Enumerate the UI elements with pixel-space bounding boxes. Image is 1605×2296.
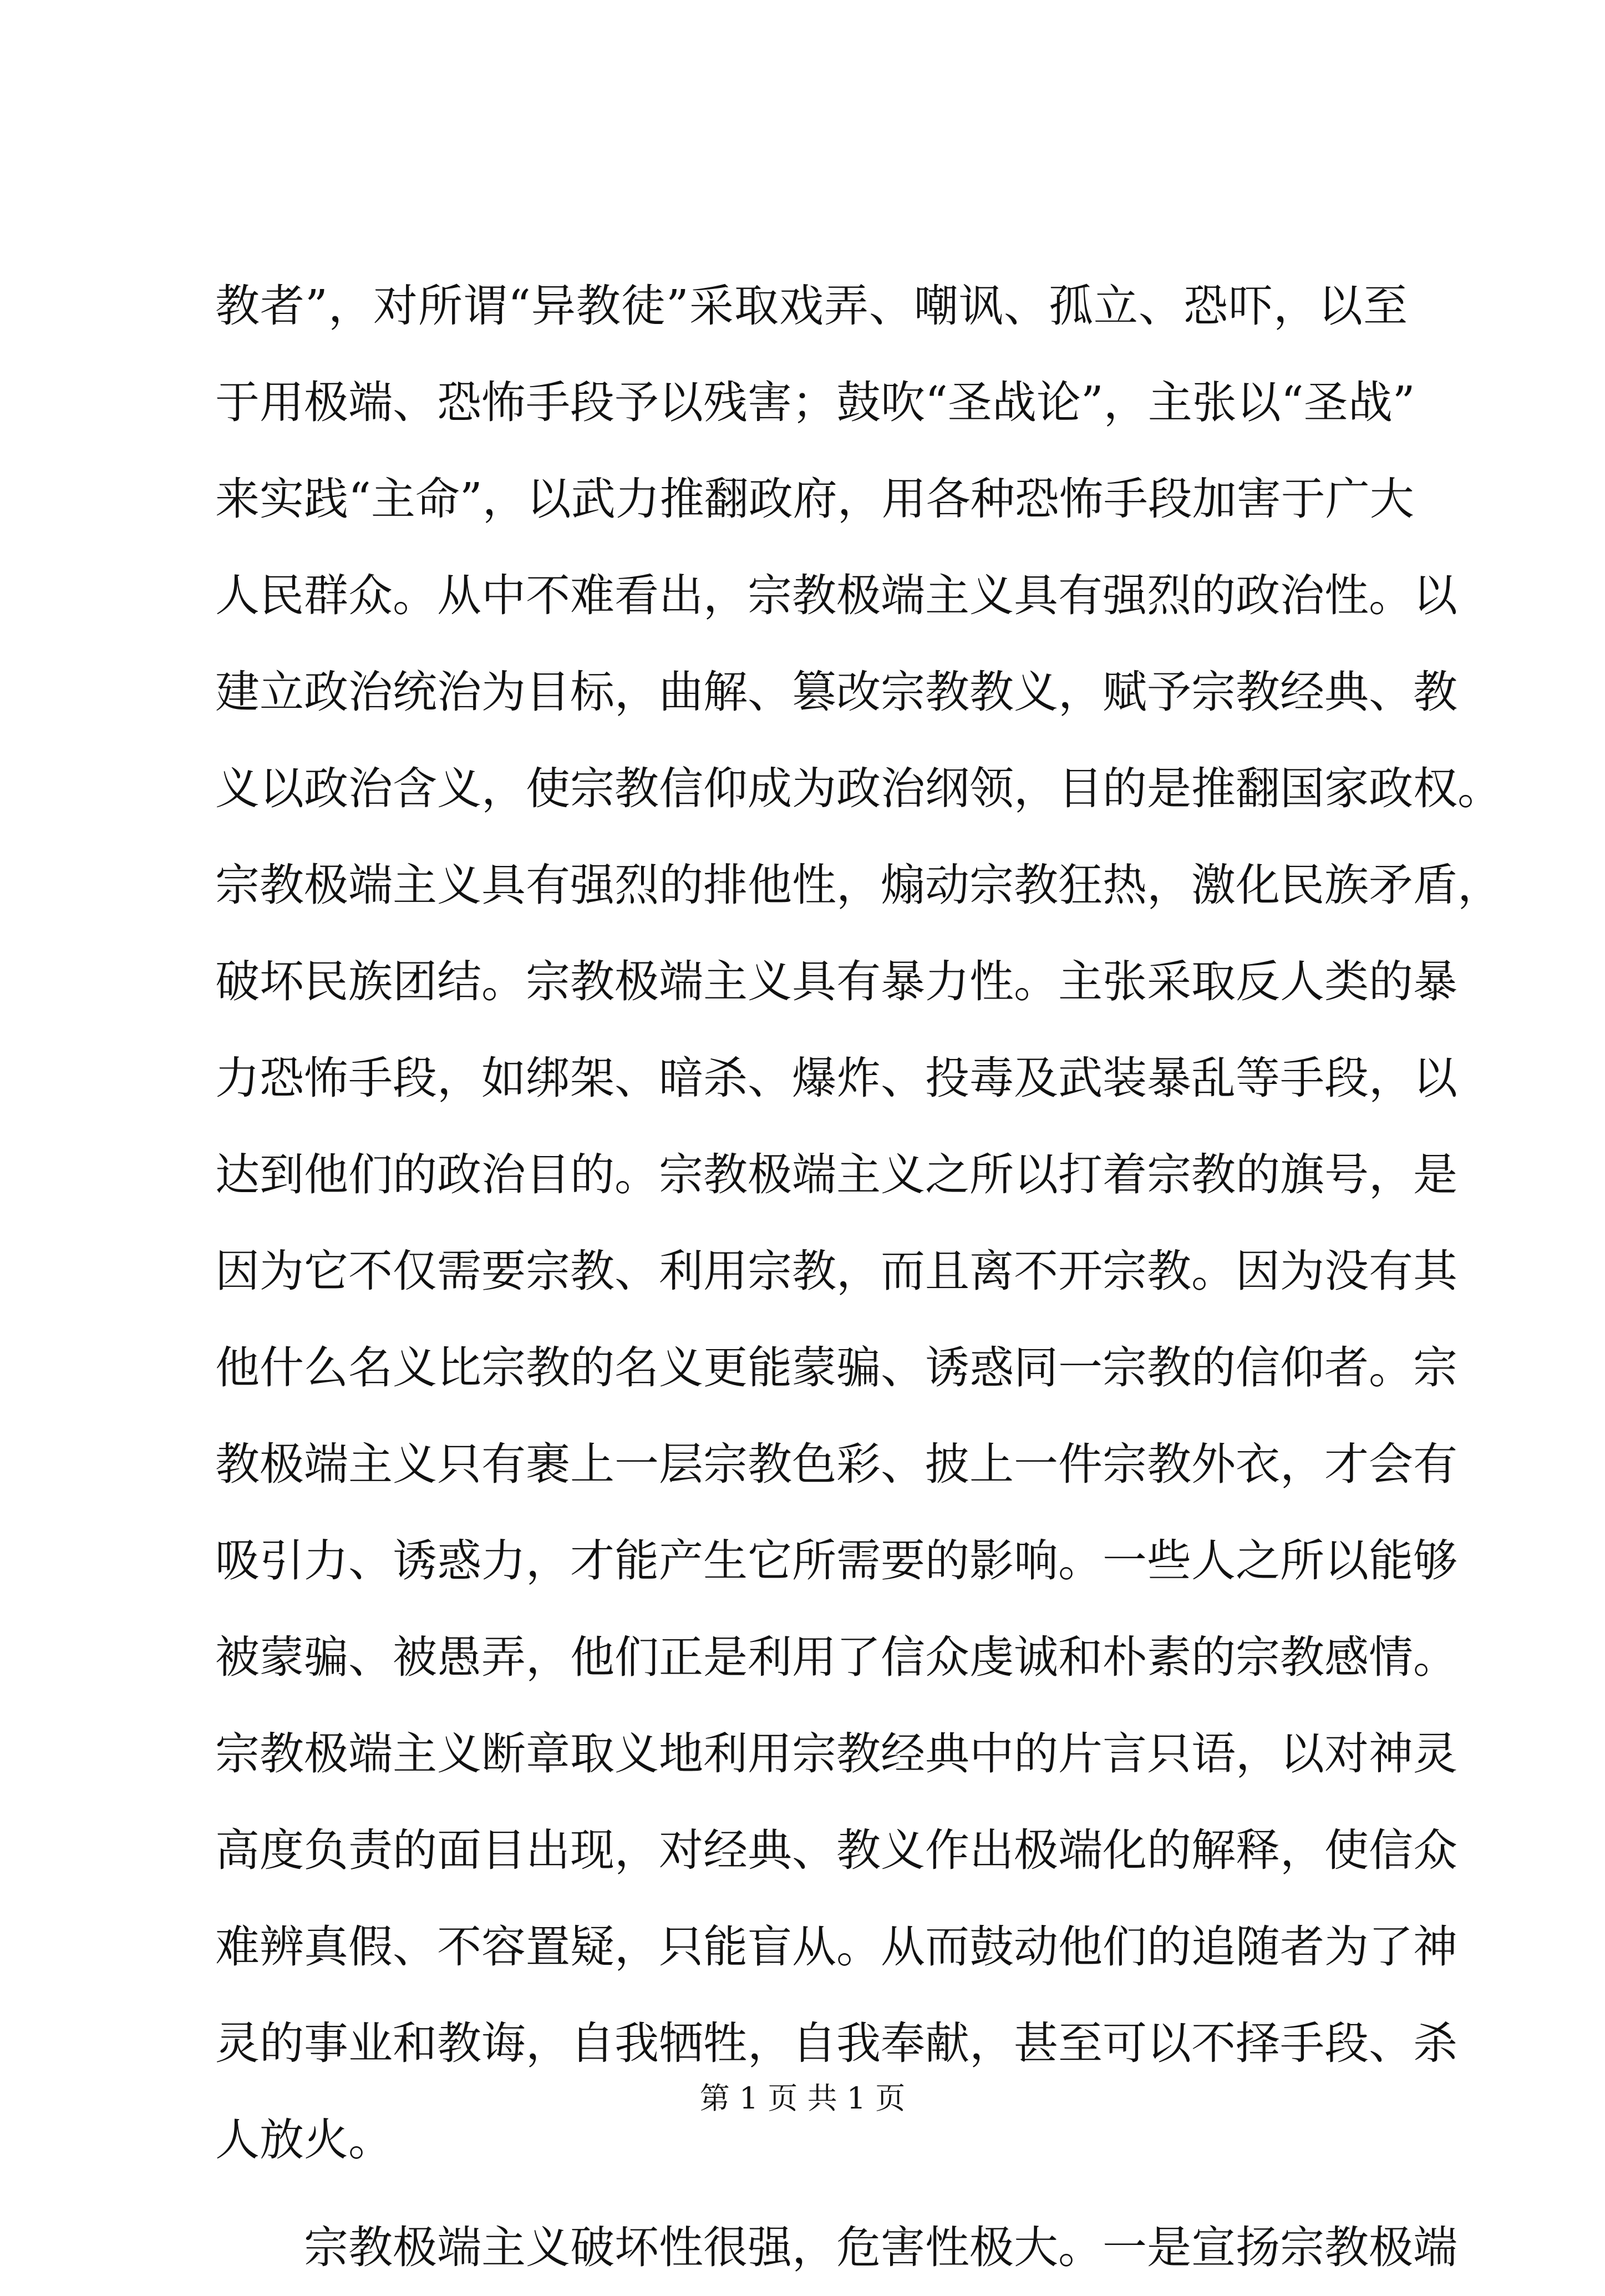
text-line: 来实践“主命”，以武力推翻政府，用各种恐怖手段加害于广大: [215, 473, 1414, 525]
paragraph-2: [215, 2199, 1457, 2296]
text-line: 人民群众。从中不难看出，宗教极端主义具有强烈的政治性。以: [215, 570, 1457, 621]
paragraph-1: [215, 258, 1502, 2188]
text-line: 他什么名义比宗教的名义更能蒙骗、诱惑同一宗教的信仰者。宗: [215, 1342, 1457, 1393]
body-text: [215, 258, 1502, 2296]
text-line: 高度负责的面目出现，对经典、教义作出极端化的解释，使信众: [215, 1824, 1457, 1876]
text-line: 宗教极端主义具有强烈的排他性，煽动宗教狂热，激化民族矛盾，: [215, 859, 1502, 911]
text-line: 达到他们的政治目的。宗教极端主义之所以打着宗教的旗号，是: [215, 1149, 1457, 1200]
text-line: 灵的事业和教诲，自我牺牲，自我奉献，甚至可以不择手段、杀: [215, 2018, 1457, 2069]
text-line-indented: 宗教极端主义破坏性很强，危害性极大。一是宣扬宗教极端: [304, 2222, 1457, 2273]
text-line: 因为它不仅需要宗教、利用宗教，而且离不开宗教。因为没有其: [215, 1245, 1457, 1297]
text-line: 义以政治含义，使宗教信仰成为政治纲领，目的是推翻国家政权。: [215, 763, 1502, 814]
text-line-last: 人放火。: [215, 2114, 393, 2166]
text-line: 力恐怖手段，如绑架、暗杀、爆炸、投毒及武装暴乱等手段，以: [215, 1052, 1457, 1104]
text-line: 被蒙骗、被愚弄，他们正是利用了信众虔诚和朴素的宗教感情。: [215, 1631, 1457, 1683]
text-line: 建立政治统治为目标，曲解、篡改宗教教义，赋予宗教经典、教: [215, 666, 1457, 718]
text-line: 教极端主义只有裹上一层宗教色彩、披上一件宗教外衣，才会有: [215, 1438, 1457, 1490]
text-line: 于用极端、恐怖手段予以残害；鼓吹“圣战论”，主张以“圣战”: [215, 377, 1415, 428]
paragraph-gap: [215, 2188, 1408, 2199]
text-line: 宗教极端主义断章取义地利用宗教经典中的片言只语，以对神灵: [215, 1728, 1457, 1780]
text-line: 破坏民族团结。宗教极端主义具有暴力性。主张采取反人类的暴: [215, 956, 1457, 1007]
page-footer: 第 1 页 共 1 页: [699, 2081, 906, 2116]
text-line: 吸引力、诱惑力，才能产生它所需要的影响。一些人之所以能够: [215, 1535, 1457, 1587]
text-line: 教者”，对所谓“异教徒”采取戏弄、嘲讽、孤立、恐吓，以至: [215, 280, 1408, 332]
text-line: 难辨真假、不容置疑，只能盲从。从而鼓动他们的追随者为了神: [215, 1921, 1457, 1973]
